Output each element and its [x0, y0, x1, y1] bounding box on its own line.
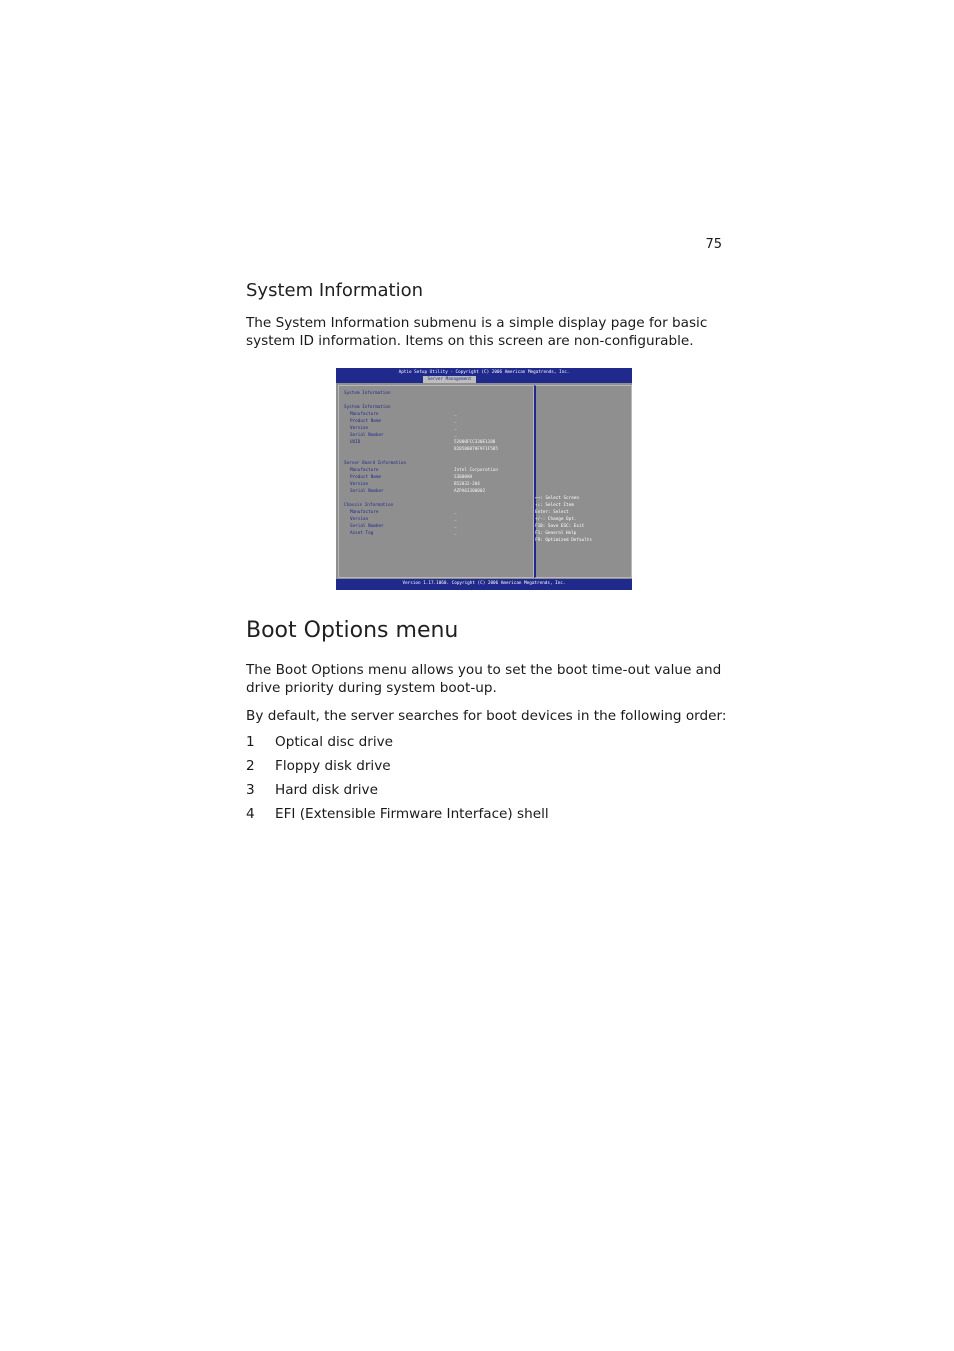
bios-field-value: Intel Corporation — [454, 468, 498, 473]
section-heading-system-information: System Information — [246, 280, 424, 301]
boot-order-intro: By default, the server searches for boot devices in the following order: — [246, 708, 727, 724]
bios-help-line: +/-: Change Opt. — [535, 517, 577, 522]
bios-field-label: Manufacture — [350, 468, 379, 473]
list-item — [246, 733, 549, 757]
bios-field-value: _ — [454, 531, 457, 536]
list-item-number: 4 — [246, 806, 255, 822]
bios-tab-server-management: Server Management — [423, 376, 476, 383]
boot-order-list — [246, 733, 549, 829]
bios-panel-heading: System Information — [344, 391, 391, 396]
bios-field-value: S3000AH — [454, 475, 473, 480]
page-number: 75 — [705, 237, 722, 252]
bios-group-heading: Server Board Information — [344, 461, 407, 466]
bios-field-label: UUID — [350, 440, 361, 445]
section-heading-boot-options: Boot Options menu — [246, 618, 459, 643]
list-item-text: Optical disc drive — [275, 734, 394, 750]
bios-help-panel — [534, 385, 632, 578]
bios-field-value: _ — [454, 419, 457, 424]
bios-title: Aptio Setup Utility - Copyright (C) 2006 American Megatrends, Inc. — [398, 370, 570, 375]
bios-field-value: _ — [454, 517, 457, 522]
bios-field-label: Asset Tag — [350, 531, 374, 536]
bios-field-value: _ — [454, 524, 457, 529]
bios-help-line: ←→: Select Screen — [535, 496, 579, 501]
bios-help-line: ↑↓: Select Item — [535, 503, 574, 508]
list-item — [246, 805, 549, 829]
bios-field-value: _ — [454, 426, 457, 431]
bios-field-label: Version — [350, 482, 369, 487]
boot-options-paragraph: The Boot Options menu allows you to set the boot time-out value and drive priority during system boot-up. — [246, 662, 722, 696]
list-item-number: 1 — [246, 734, 255, 750]
list-item-number: 2 — [246, 758, 255, 774]
bios-help-line: Enter: Select — [535, 510, 569, 515]
bios-screenshot — [336, 368, 632, 590]
bios-field-label: Version — [350, 517, 369, 522]
list-item — [246, 757, 549, 781]
bios-footer: Version 1.17.1060. Copyright (C) 2006 American Megatrends, Inc. — [336, 579, 632, 590]
bios-field-value: _ — [454, 433, 457, 438]
bios-field-label: Manufacture — [350, 412, 379, 417]
bios-title-bar — [336, 368, 632, 383]
bios-help-line: F9: Optimized Defaults — [535, 538, 592, 543]
bios-field-value: B52032-204 — [454, 482, 480, 487]
bios-field-label: Serial Number — [350, 489, 384, 494]
bios-field-label: Product Name — [350, 475, 382, 480]
bios-field-value: 820500070F9F1F585 — [454, 447, 498, 452]
list-item-text: EFI (Extensible Firmware Interface) shell — [275, 806, 549, 822]
bios-field-value: _ — [454, 412, 457, 417]
system-information-paragraph: The System Information submenu is a simple display page for basic system ID information. Items on this screen are non-configurable. — [246, 315, 708, 349]
bios-field-label: Manufacture — [350, 510, 379, 515]
list-item-text: Floppy disk drive — [275, 758, 391, 774]
bios-group-heading: System Information — [344, 405, 391, 410]
bios-help-line: F10: Save ESC: Exit — [535, 524, 585, 529]
bios-field-value: _ — [454, 510, 457, 515]
bios-field-label: Version — [350, 426, 369, 431]
bios-field-label: Product Name — [350, 419, 382, 424]
bios-field-value: AZPA63300002 — [454, 489, 486, 494]
bios-field-value: 52000FCC330E1188 — [454, 440, 496, 445]
list-item-number: 3 — [246, 782, 255, 798]
bios-field-label: Serial Number — [350, 433, 384, 438]
list-item — [246, 781, 549, 805]
bios-field-label: Serial Number — [350, 524, 384, 529]
bios-group-heading: Chassis Information — [344, 503, 394, 508]
list-item-text: Hard disk drive — [275, 782, 378, 798]
bios-help-line: F1: General Help — [535, 531, 577, 536]
